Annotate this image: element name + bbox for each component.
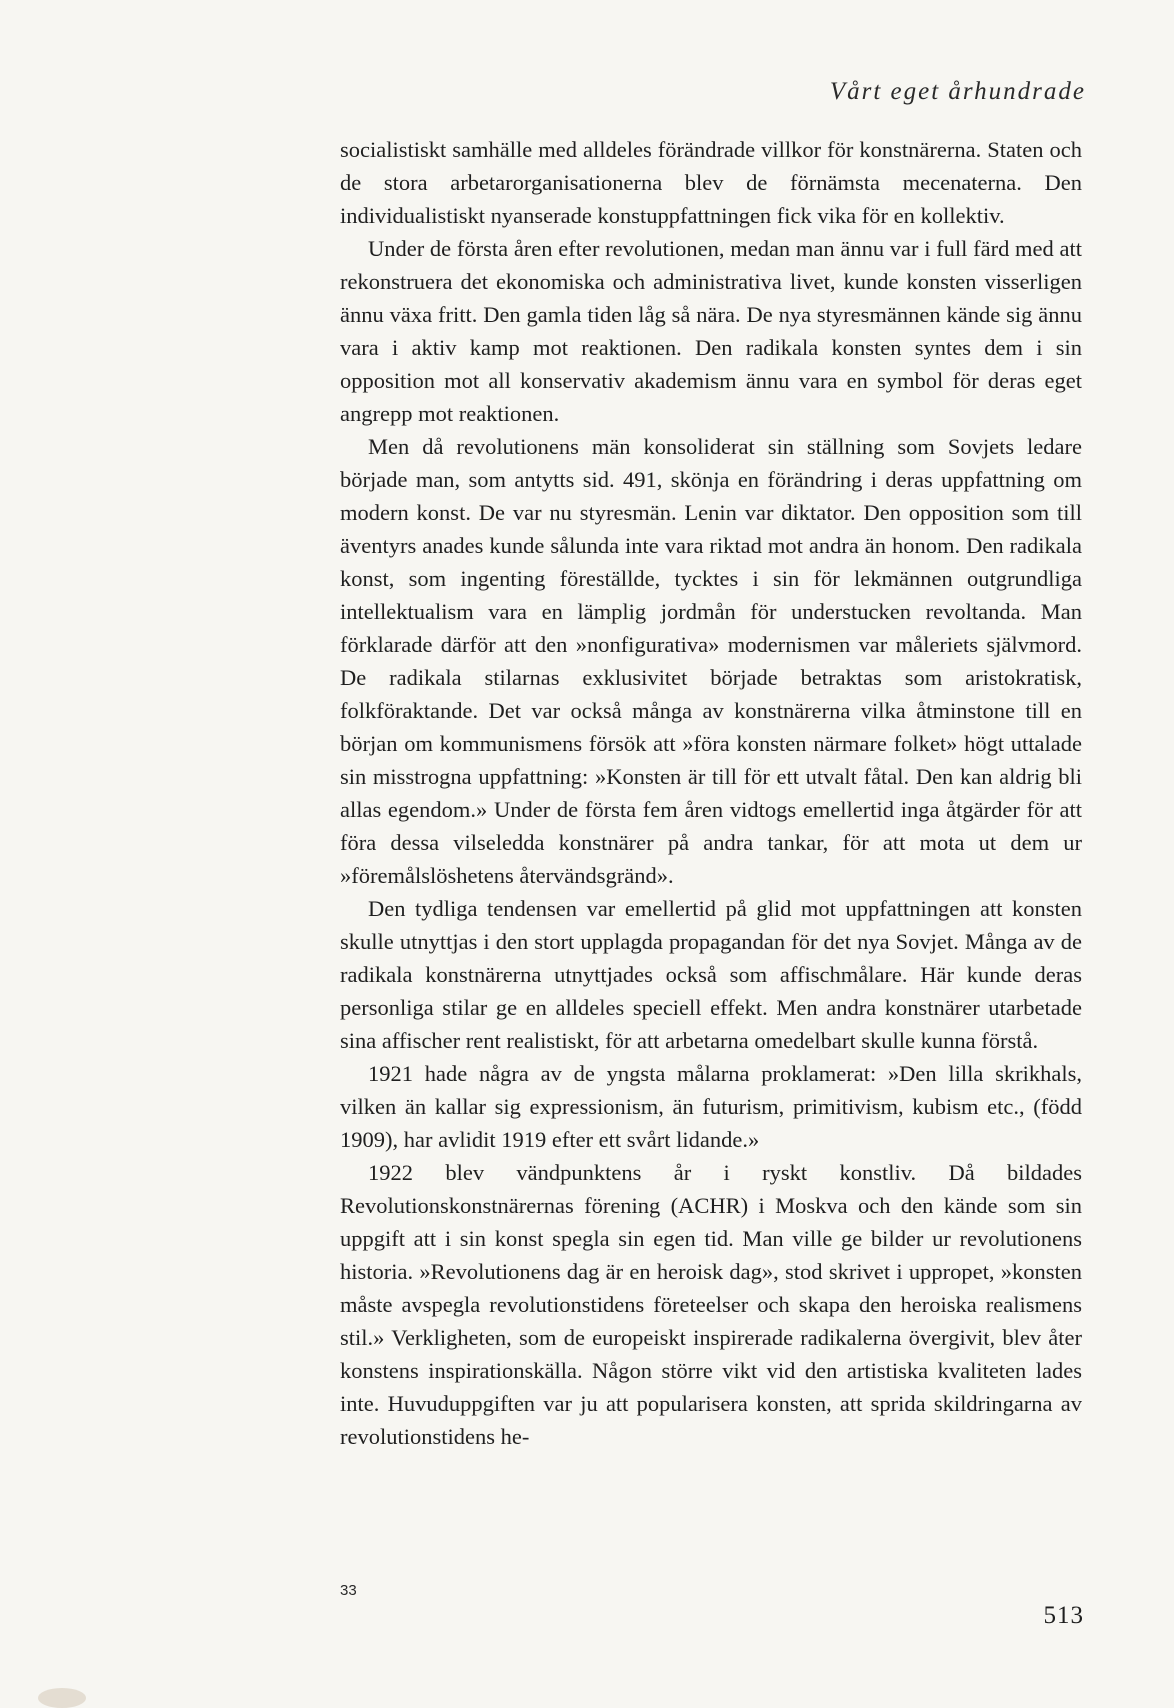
page-number: 513 [1043, 1602, 1084, 1629]
paragraph: 1922 blev vändpunktens år i ryskt konstliv. Då bildades Revolutionskonstnärernas förening (ACHR) i Moskva och den kände som sin uppgift att i sin konst spegla sin egen tid. Man ville ge bilder ur revolutionens historia. »Revolutionens dag är en heroisk dag», stod skrivet i uppropet, »konsten måste avspegla revolutionstidens företeelser och skapa den heroiska realismens stil.» Verkligheten, som de europeiskt inspirerade radikalerna övergivit, blev åter konstens inspirationskälla. Någon större vikt vid den artistiska kvaliteten lades inte. Huvuduppgiften var ju att popularisera konsten, att sprida skildringarna av revolutionstidens he- [340, 1160, 1082, 1449]
body-text [340, 133, 1082, 1453]
signature-mark: 33 [340, 1582, 357, 1599]
page-corner-smudge [38, 1688, 86, 1708]
paragraph: Under de första åren efter revolutionen, medan man ännu var i full färd med att rekonstruera det ekonomiska och administrativa livet, kunde konsten visserligen ännu växa fritt. Den gamla tiden låg så nära. De nya styresmännen kände sig ännu vara i aktiv kamp mot reaktionen. Den radikala konsten syntes dem i sin opposition mot all konservativ akademism ännu vara en symbol för deras eget angrepp mot reaktionen. [340, 236, 1082, 426]
paragraph: socialistiskt samhälle med alldeles förändrade villkor för konstnärerna. Staten och de stora arbetarorganisationerna blev de förnämsta mecenaterna. Den individualistiskt nyanserade konstuppfattningen fick vika för en kollektiv. [340, 137, 1082, 228]
paragraph: Men då revolutionens män konsoliderat sin ställning som Sovjets ledare började man, som antytts sid. 491, skönja en förändring i deras uppfattning om modern konst. De var nu styresmän. Lenin var diktator. Den opposition som till äventyrs anades kunde sålunda inte vara riktad mot andra än honom. Den radikala konst, som ingenting föreställde, tycktes i sin för lekmännen outgrundliga intellektualism vara en lämplig jordmån för understucken revoltanda. Man förklarade därför att den »nonfigurativa» modernismen var måleriets självmord. De radikala stilarnas exklusivitet började betraktas som aristokratisk, folkföraktande. Det var också många av konstnärerna vilka åtminstone till en början om kommunismens försök att »föra konsten närmare folket» högt uttalade sin misstrogna uppfattning: »Konsten är till för ett utvalt fåtal. Den kan aldrig bli allas egendom.» Under de första fem åren vidtogs emellertid inga åtgärder för att föra dessa vilseledda konstnärer på andra tankar, för att mota ut dem ur »föremålslöshetens återvändsgränd». [340, 434, 1082, 888]
paragraph: Den tydliga tendensen var emellertid på glid mot uppfattningen att konsten skulle utnyttjas i den stort upplagda propagandan för det nya Sovjet. Många av de radikala konstnärerna utnyttjades också som affischmålare. Här kunde deras personliga stilar ge en alldeles speciell effekt. Men andra konstnärer utarbetade sina affischer rent realistiskt, för att arbetarna omedelbart skulle kunna förstå. [340, 896, 1082, 1053]
paragraph: 1921 hade några av de yngsta målarna proklamerat: »Den lilla skrikhals, vilken än kallar sig expressionism, än futurism, primitivism, kubism etc., (född 1909), har avlidit 1919 efter ett svårt lidande.» [340, 1061, 1082, 1152]
running-title: Vårt eget århundrade [829, 78, 1086, 105]
